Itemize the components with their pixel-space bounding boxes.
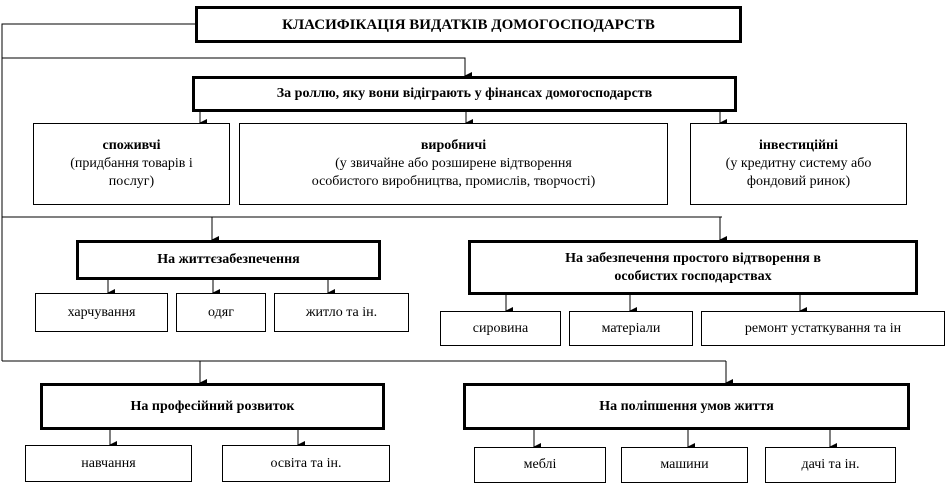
cars-box — [621, 447, 748, 483]
investment-line-1: (у кредитну систему або — [725, 156, 872, 171]
materials-box — [569, 311, 693, 346]
title-box — [195, 6, 742, 43]
professional-box — [40, 383, 385, 430]
reproduction-line-1: На забезпечення простого відтворення в — [565, 250, 821, 266]
reproduction-box — [468, 240, 918, 295]
consumer-box — [33, 123, 230, 205]
life-support-box — [76, 240, 381, 280]
production-title: виробничі — [420, 138, 487, 153]
dachas-box — [765, 447, 896, 483]
life-support-label: На життєзабезпечення — [157, 252, 300, 267]
training-box — [25, 445, 192, 482]
equipment-repair-label: ремонт устаткування та ін — [744, 320, 902, 336]
consumer-line-2: послуг) — [108, 174, 155, 189]
education-box — [222, 445, 390, 482]
production-line-2: особистого виробництва, промислів, творчості) — [311, 174, 596, 189]
education-label: освіта та ін. — [270, 455, 342, 471]
improvement-box — [463, 383, 910, 430]
housing-label: житло та ін. — [305, 304, 378, 320]
consumer-line-1: (придбання товарів і — [70, 156, 193, 171]
furniture-box — [474, 447, 606, 483]
raw-materials-box — [440, 311, 561, 346]
furniture-label: меблі — [523, 457, 557, 472]
food-label: харчування — [67, 304, 136, 320]
food-box — [35, 293, 168, 332]
equipment-repair-box — [701, 311, 945, 346]
title-text: КЛАСИФІКАЦІЯ ВИДАТКІВ ДОМОГОСПОДАРСТВ — [282, 16, 655, 33]
raw-materials-label: сировина — [472, 320, 529, 336]
investment-title: інвестиційні — [758, 138, 839, 153]
investment-box — [690, 123, 907, 205]
investment-line-2: фондовий ринок) — [746, 174, 851, 189]
role-label: За роллю, яку вони відіграють у фінансах домогосподарств — [276, 86, 653, 101]
housing-box — [274, 293, 409, 332]
clothing-label: одяг — [208, 304, 234, 320]
improvement-label: На поліпшення умов життя — [599, 398, 774, 414]
production-line-1: (у звичайне або розширене відтворення — [335, 156, 572, 171]
role-box — [192, 76, 737, 112]
production-box — [239, 123, 668, 205]
cars-label: машини — [660, 457, 709, 472]
training-label: навчання — [81, 455, 136, 471]
professional-label: На професійний розвиток — [130, 398, 295, 414]
dachas-label: дачі та ін. — [801, 457, 860, 472]
materials-label: матеріали — [601, 320, 661, 336]
reproduction-line-2: особистих господарствах — [614, 268, 772, 284]
clothing-box — [176, 293, 266, 332]
consumer-title: споживчі — [102, 138, 161, 153]
